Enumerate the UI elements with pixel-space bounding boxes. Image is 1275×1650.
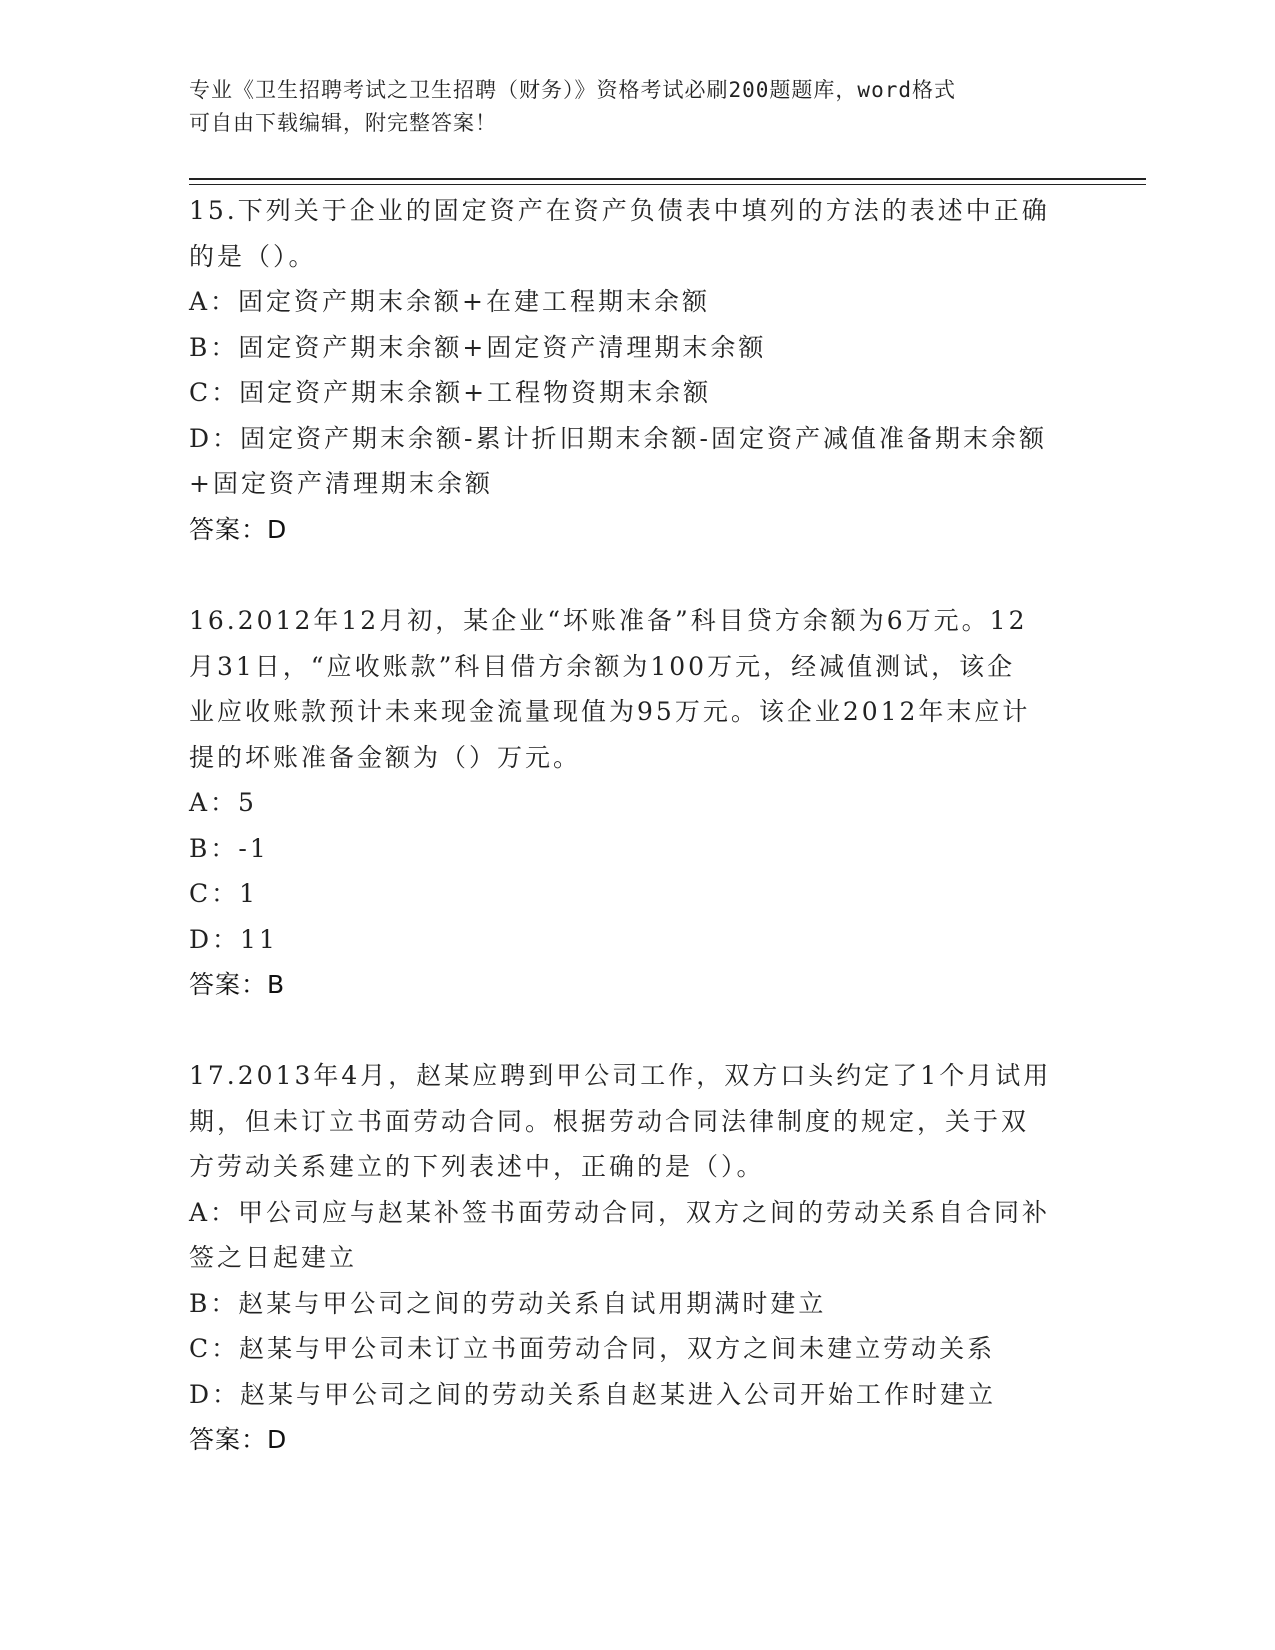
- document-header: [189, 74, 1079, 140]
- option-c: C：赵某与甲公司未订立书面劳动合同，双方之间未建立劳动关系: [189, 1334, 996, 1363]
- question-stem-line: 业应收账款预计未来现金流量现值为95万元。该企业2012年末应计: [189, 697, 1031, 726]
- option-a-continued: 签之日起建立: [189, 1243, 358, 1272]
- option-d: D：赵某与甲公司之间的劳动关系自赵某进入公司开始工作时建立: [189, 1379, 997, 1409]
- question-stem-line: 提的坏账准备金额为（）万元。: [189, 742, 582, 772]
- option-c: C：固定资产期末余额+工程物资期末余额: [189, 378, 712, 407]
- option-b: B：-1: [189, 833, 269, 863]
- question-stem-line: 16.2012年12月初，某企业“坏账准备”科目贷方余额为6万元。12: [189, 606, 1028, 635]
- question-stem-line: 17.2013年4月，赵某应聘到甲公司工作，双方口头约定了1个月试用: [189, 1061, 1052, 1090]
- question-stem-line: 15.下列关于企业的固定资产在资产负债表中填列的方法的表述中正确: [189, 196, 1050, 225]
- question-block: [189, 188, 1089, 552]
- option-a: A：5: [189, 788, 257, 817]
- option-b: B：赵某与甲公司之间的劳动关系自试用期满时建立: [189, 1288, 827, 1318]
- answer-label: 答案：D: [189, 514, 288, 544]
- option-c: C：1: [189, 879, 259, 908]
- header-divider: [189, 178, 1146, 180]
- option-b: B：固定资产期末余额+固定资产清理期末余额: [189, 332, 767, 362]
- header-divider: [189, 184, 1146, 185]
- question-stem-line: 的是（）。: [189, 241, 317, 271]
- answer-label: 答案：D: [189, 1425, 288, 1454]
- option-d: D：11: [189, 924, 278, 954]
- option-a: A：固定资产期末余额+在建工程期末余额: [189, 287, 711, 316]
- option-d: D：固定资产期末余额-累计折旧期末余额-固定资产减值准备期末余额: [189, 423, 1047, 453]
- question-stem-line: 期，但未订立书面劳动合同。根据劳动合同法律制度的规定，关于双: [189, 1106, 1030, 1136]
- option-d-continued: +固定资产清理期末余额: [189, 469, 493, 498]
- question-stem-line: 月31日，“应收账款”科目借方余额为100万元，经减值测试，该企: [189, 651, 1016, 681]
- header-line: 专业《卫生招聘考试之卫生招聘（财务）》资格考试必刷200题题库，word格式: [189, 78, 956, 102]
- question-block: [189, 1053, 1089, 1463]
- question-stem-line: 方劳动关系建立的下列表述中，正确的是（）。: [189, 1152, 765, 1181]
- header-line: 可自由下载编辑，附完整答案！: [189, 111, 497, 135]
- question-block: [189, 598, 1089, 1008]
- option-a: A：甲公司应与赵某补签书面劳动合同，双方之间的劳动关系自合同补: [189, 1197, 1051, 1227]
- answer-label: 答案：B: [189, 970, 286, 999]
